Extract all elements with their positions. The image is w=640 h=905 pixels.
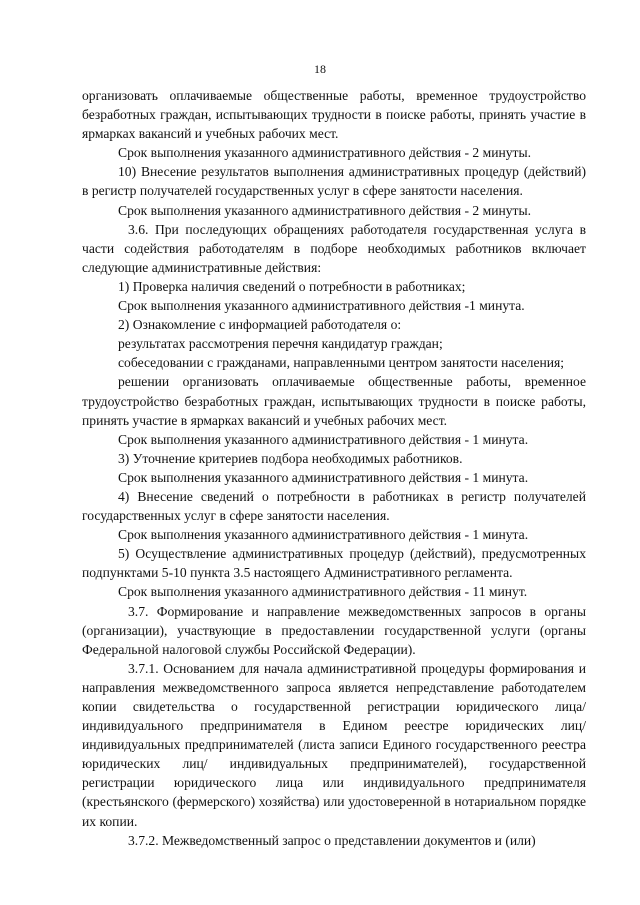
page-number: 18 — [314, 62, 326, 76]
paragraph: Срок выполнения указанного административного действия - 1 минута. — [118, 431, 529, 447]
paragraph: Срок выполнения указанного административного действия -1 минута. — [118, 298, 525, 314]
document-body — [82, 86, 586, 850]
paragraph: 3.7. Формирование и направление межведомственных запросов в органы (организации), участвующие в предоставлении государственной услуги (органы Федеральной налоговой службы Российской Федерации). — [82, 603, 586, 657]
paragraph: 1) Проверка наличия сведений о потребности в работниках; — [118, 278, 466, 294]
paragraph: Срок выполнения указанного административного действия - 1 минута. — [118, 527, 529, 543]
paragraph: 4) Внесение сведений о потребности в работниках в регистр получателей государственных услуг в сфере занятости населения. — [82, 488, 586, 524]
paragraph: Срок выполнения указанного административного действия - 2 минуты. — [118, 145, 532, 161]
paragraph: 3.7.2. Межведомственный запрос о представлении документов и (или) — [128, 832, 536, 848]
paragraph: 3.6. При последующих обращениях работодателя государственная услуга в части содействия работодателям в подборе необходимых работников включает следующие административные действия: — [82, 221, 586, 275]
paragraph: Срок выполнения указанного административного действия - 11 минут. — [118, 584, 528, 600]
paragraph: 5) Осуществление административных процедур (действий), предусмотренных подпунктами 5-10 пункта 3.5 настоящего Административного регламента. — [82, 546, 586, 581]
paragraph: 3) Уточнение критериев подбора необходимых работников. — [118, 450, 463, 466]
paragraph: результатах рассмотрения перечня кандидатур граждан; — [118, 336, 443, 352]
paragraph: собеседовании с гражданами, направленными центром занятости населения; — [118, 355, 565, 371]
paragraph: организовать оплачиваемые общественные работы, временное трудоустройство безработных граждан, испытывающих трудности в поиске работы, принять участие в ярмарках вакансий и учебных рабочих мест. — [82, 88, 586, 142]
paragraph: 2) Ознакомление с информацией работодателя о: — [118, 317, 402, 333]
paragraph: Срок выполнения указанного административного действия - 2 минуты. — [118, 202, 532, 218]
paragraph: 3.7.1. Основанием для начала административной процедуры формирования и направления межведомственного запроса является непредставление работодателем копии свидетельства о государственной регистрации юридического лица/индивидуального предпринимателя в Едином реестре юридических лиц/индивидуальных предпринимателей (листа записи Единого государственного реестра юридических лиц/ индивидуальных предпринимателей), государственной регистрации юридического лица или индивидуального предпринимателя (крестьянского (фермерского) хозяйства) или удостоверенной в нотариальном порядке их копии. — [82, 660, 586, 829]
paragraph: Срок выполнения указанного административного действия - 1 минута. — [118, 469, 529, 485]
paragraph: решении организовать оплачиваемые общественные работы, временное трудоустройство безработных граждан, испытывающих трудности в поиске работы, принять участие в ярмарках вакансий и учебных рабочих мест. — [82, 374, 586, 428]
paragraph: 10) Внесение результатов выполнения административных процедур (действий) в регистр получателей государственных услуг в сфере занятости населения. — [82, 164, 586, 199]
